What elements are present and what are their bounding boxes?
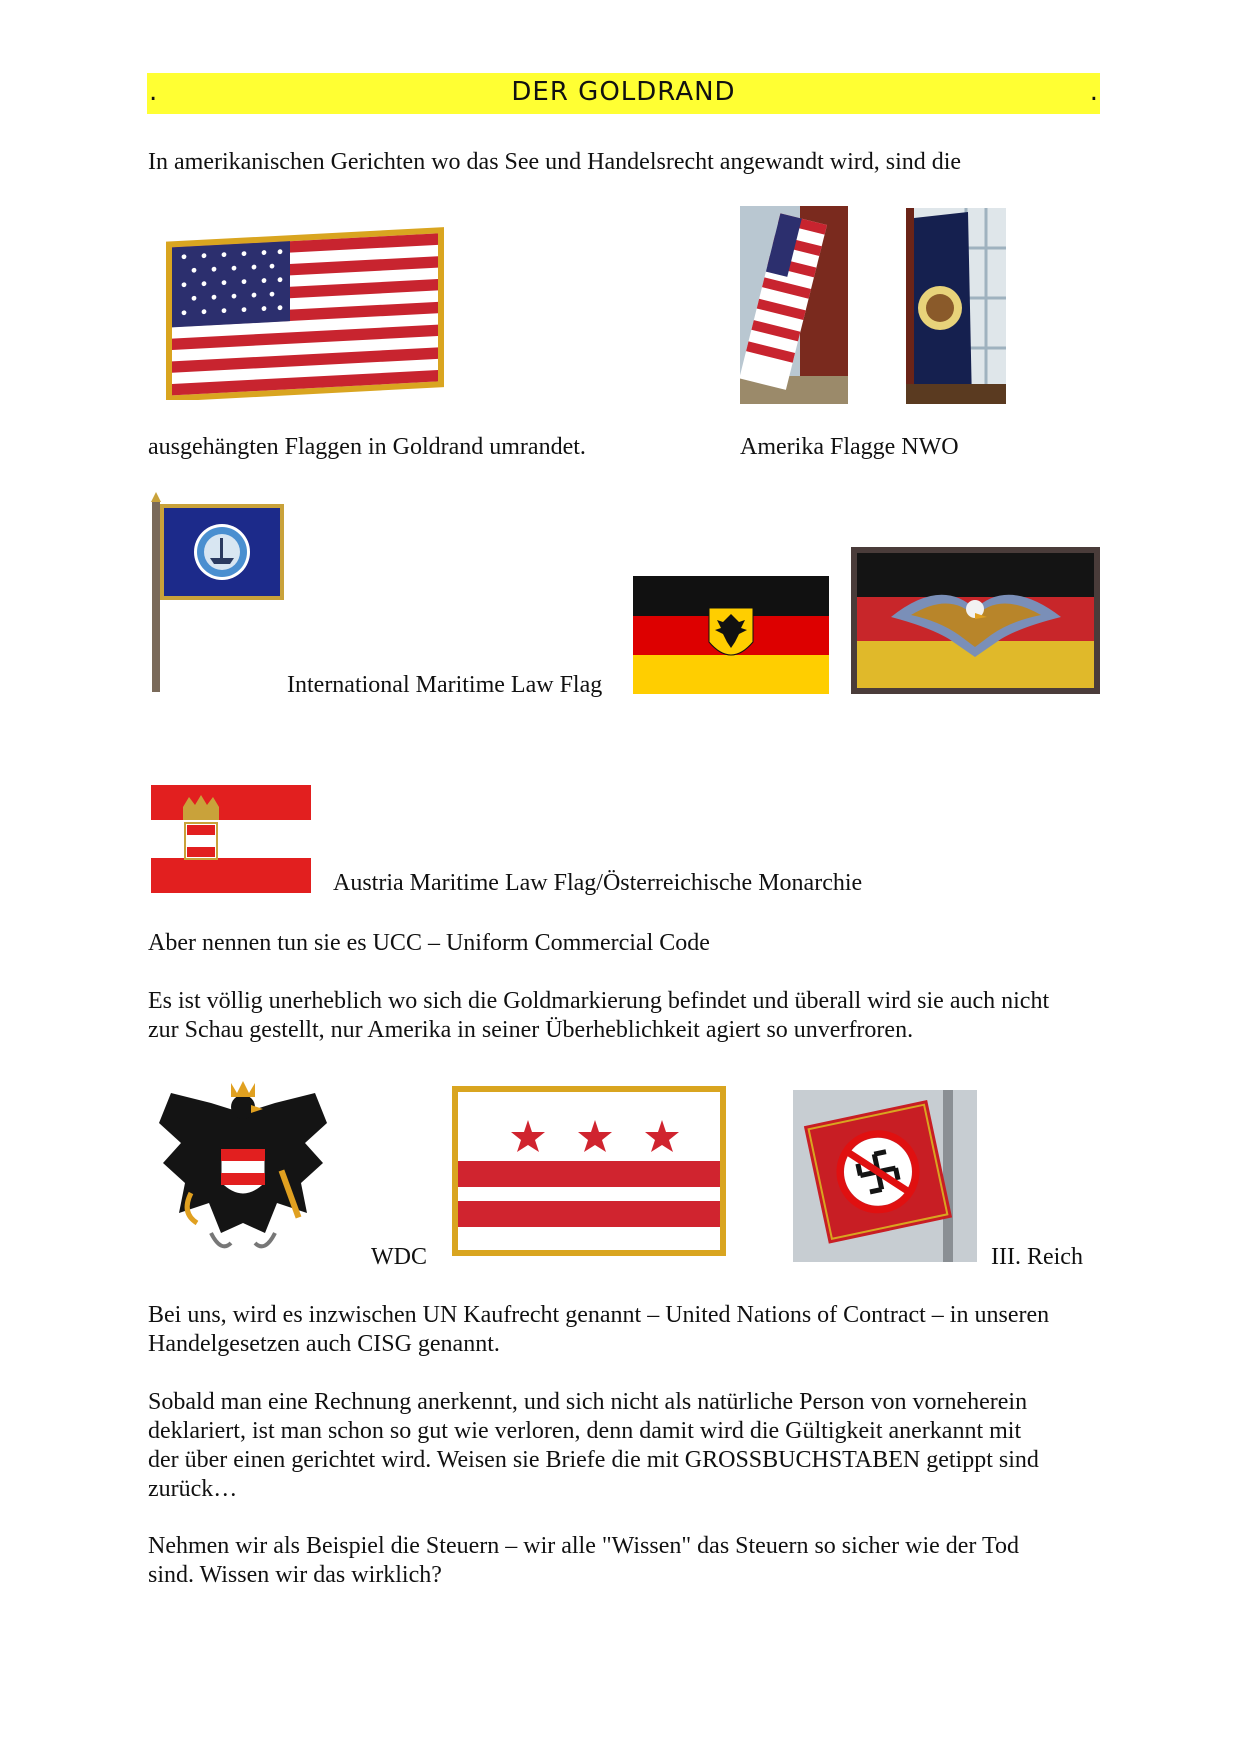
maritime-law-flag-image [148,492,288,694]
austrian-coat-of-arms-image [151,1073,336,1271]
caption-nwo: Amerika Flagge NWO [740,434,959,460]
un-kaufrecht-paragraph: Bei uns, wird es inzwischen UN Kaufrecht genannt – United Nations of Contract – in unseren Handelgesetzen auch CISG genannt. [148,1302,1050,1357]
caption-maritime: International Maritime Law Flag [287,672,603,698]
third-reich-flag-photo [793,1090,977,1262]
title-bar [147,73,1100,114]
ucc-paragraph: Aber nennen tun sie es UCC – Uniform Commercial Code [148,930,710,956]
us-flag-pole-photo [740,206,848,404]
page-title: DER GOLDRAND [511,77,736,107]
german-flag-eagle-image [633,576,829,694]
us-flag-gold-fringe-image [160,222,460,400]
caption-austria: Austria Maritime Law Flag/Österreichische Monarchie [333,870,863,896]
caption-goldrand: ausgehängten Flaggen in Goldrand umrandet. [148,434,586,460]
presidential-flag-photo [906,208,1006,404]
caption-reich: III. Reich [991,1244,1083,1270]
gold-marking-paragraph: Es ist völlig unerheblich wo sich die Goldmarkierung befindet und überall wird sie auch nicht zur Schau gestellt, nur Amerika in seiner Überheblichkeit agiert so unverfroren. [148,988,1050,1043]
german-flag-eagle-mural-image [851,547,1100,694]
rechnung-paragraph: Sobald man eine Rechnung anerkennt, und sich nicht als natürliche Person von vorneherein deklariert, ist man schon so gut wie verloren, denn damit wird die Gültigkeit anerkannt mit der über einen gerichtet wird. Weisen sie Briefe die mit GROSSBUCHSTABEN getippt sind zurück… [148,1389,1039,1502]
title-right-dot: . [1089,77,1098,107]
caption-wdc: WDC [371,1244,427,1270]
wdc-flag-gold-fringe-image [449,1083,729,1259]
steuern-paragraph: Nehmen wir als Beispiel die Steuern – wir alle "Wissen" das Steuern so sicher wie der Tod sind. Wissen wir das wirklich? [148,1533,1019,1588]
title-left-dot: . [149,77,158,107]
austria-maritime-flag-image [151,785,311,893]
intro-paragraph: In amerikanischen Gerichten wo das See und Handelsrecht angewandt wird, sind die [148,149,962,175]
